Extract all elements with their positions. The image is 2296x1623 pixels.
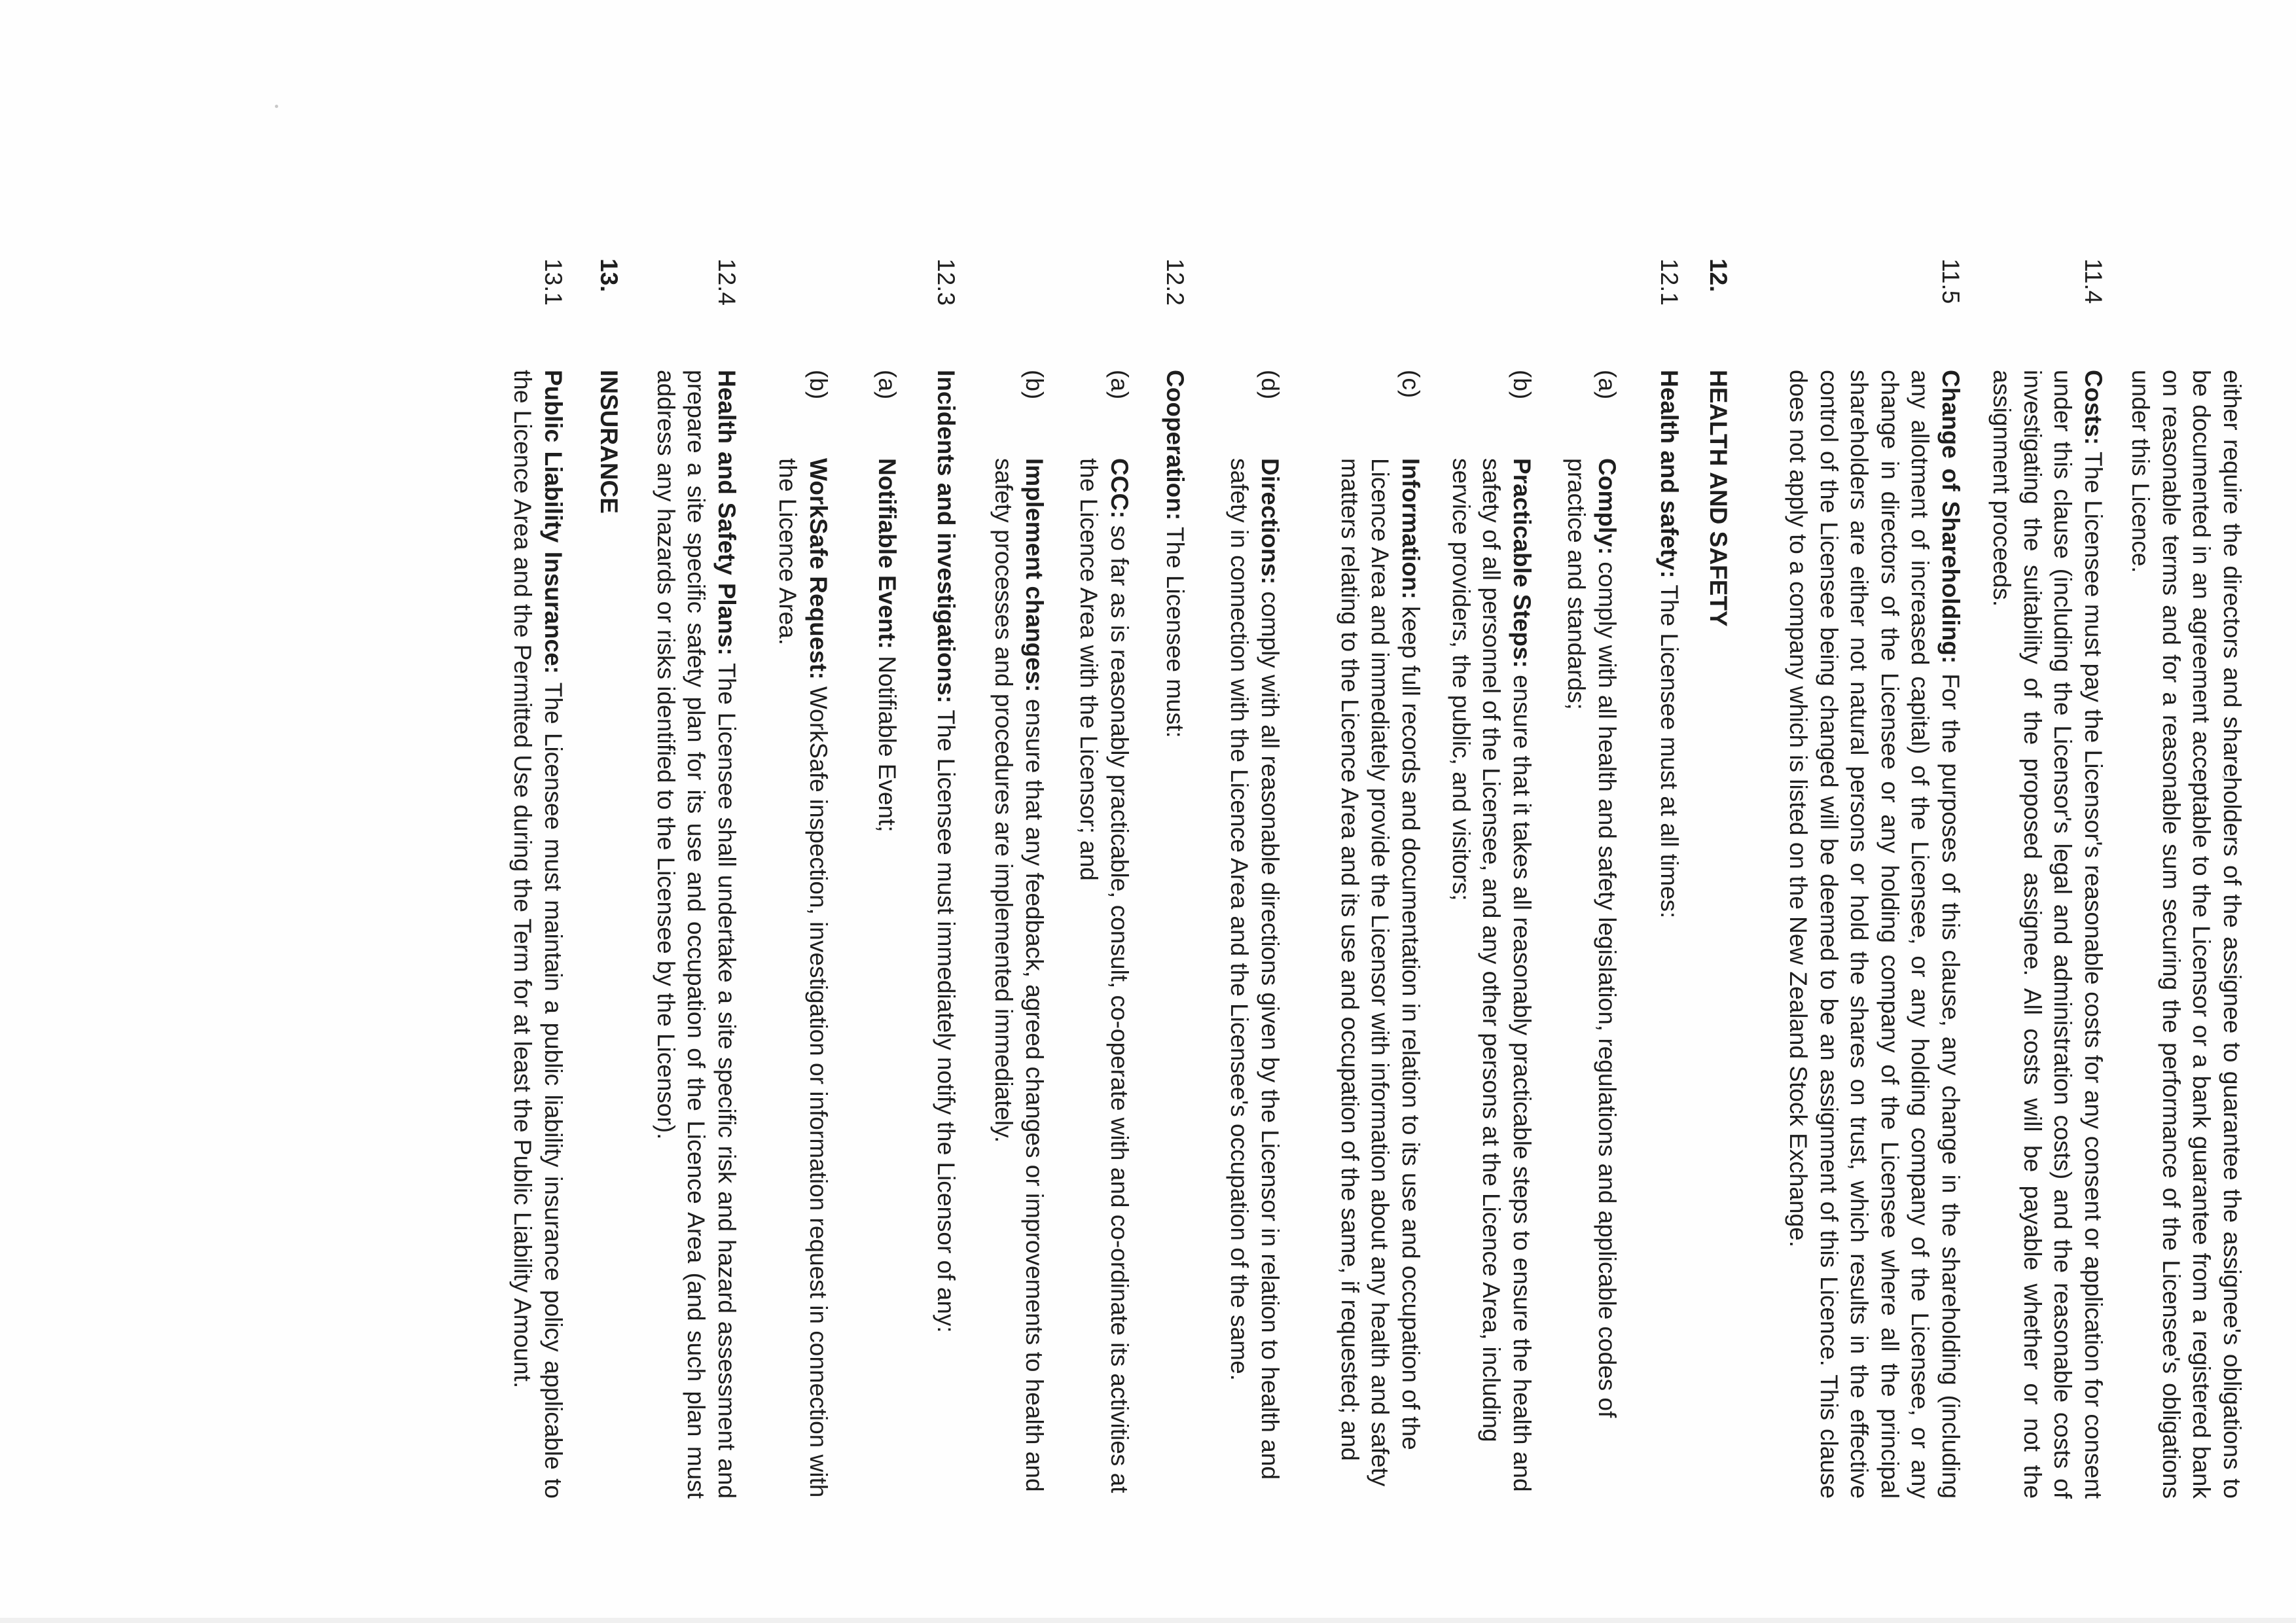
section-title: INSURANCE	[596, 370, 622, 514]
item-heading: Information:	[1397, 458, 1424, 599]
clause-text: The Licensee must at all times:	[1656, 584, 1683, 919]
list-item	[1335, 458, 1426, 1499]
item-heading: Practicable Steps:	[1509, 458, 1535, 668]
list-item	[1561, 458, 1622, 1499]
clause-heading: Health and Safety Plans:	[713, 370, 740, 656]
clause-number: 12.4	[713, 259, 740, 306]
list-item	[872, 458, 903, 1499]
item-heading: Notifiable Event:	[874, 458, 901, 649]
item-text: ensure that it takes all reasonably practicable steps to ensure the health and safety of all personnel of the Licensee, and any other persons at the Licence Area, including service providers, the public, and visitors;	[1448, 458, 1535, 1492]
item-text: WorkSafe inspection, investigation or information request in connection with the Licence Area.	[774, 458, 832, 1498]
clause-text: For the purposes of this clause, any change in the shareholding (including any allotment of increased capital) of the Licensee, or any holding company of the Licensee, or any change in directors of the Licensee or any holding company of the Licensee where all the principal shareholders are either not natural persons or hold the shares on trust, which results in the effective control of the Licensee being changed will be deemed to be an assignment of this Licence. This clause does not apply to a company which is listed on the New Zealand Stock Exchange.	[1785, 370, 1964, 1499]
clause-text: The Licensee must maintain a public liability insurance policy applicable to the Licence Area and the Permitted Use during the Term for at least the Public Liability Amount.	[509, 370, 567, 1499]
item-letter: (a)	[1106, 370, 1133, 400]
clause-11-4	[1986, 370, 2108, 1499]
item-letter: (c)	[1397, 370, 1424, 399]
clause-text: The Licensee must pay the Licensor's reasonable costs for any consent or application for consent under this clause (including the Licensor's legal and administration costs) and the reasonable costs of investigating the suitability of the proposed assignee. All costs will be payable whether or not the assignment proceeds.	[1988, 370, 2107, 1499]
item-heading: Directions:	[1257, 458, 1283, 585]
clause-text: The Licensee shall undertake a site specific risk and hazard assessment and prepare a site specific safety plan for its use and occupation of the Licence Area (and such plan must address any hazards or risks identified to the Licensee by the Licensor).	[653, 370, 740, 1499]
clause-heading: Incidents and investigations:	[933, 370, 960, 704]
item-text: keep full records and documentation in relation to its use and occupation of the Licence Area and immediately provide the Licensor with information about any health and safety matters relating to the Licence Area and its use and occupation of the same, if requested; and	[1336, 458, 1424, 1487]
list-item	[988, 458, 1049, 1499]
list-item	[772, 458, 833, 1499]
item-text: ensure that any feedback, agreed changes or improvements to health and safety processes and procedures are implemented immediately.	[990, 458, 1048, 1492]
item-text: comply with all health and safety legislation, regulations and applicable codes of practice and standards;	[1563, 458, 1621, 1418]
clause-number: 12.3	[933, 259, 960, 306]
section-title: HEALTH AND SAFETY	[1705, 370, 1732, 627]
item-letter: (b)	[805, 370, 832, 400]
clause-text: The Licensee must:	[1162, 526, 1189, 738]
item-heading: Implement changes:	[1021, 458, 1048, 692]
list-item	[1224, 458, 1285, 1499]
item-letter: (b)	[1021, 370, 1048, 400]
clause-heading: Health and safety:	[1656, 370, 1683, 579]
clause-number: 13.1	[540, 259, 567, 306]
item-letter: (d)	[1257, 370, 1283, 400]
clause-12-3	[931, 370, 961, 1499]
item-heading: Comply:	[1594, 458, 1621, 555]
clause-text: The Licensee must immediately notify the Licensor of any:	[933, 709, 960, 1333]
item-letter: (a)	[874, 370, 901, 400]
item-letter: (b)	[1509, 370, 1535, 400]
list-item	[1073, 458, 1134, 1499]
item-heading: WorkSafe Request:	[805, 458, 832, 680]
clause-number: 12.2	[1162, 259, 1189, 306]
section-number: 12.	[1705, 259, 1732, 293]
clause-12-2	[1160, 370, 1191, 1499]
item-letter: (a)	[1594, 370, 1621, 400]
item-text: comply with all reasonable directions given by the Licensor in relation to health and safety in connection with the Licence Area and the Licensee's occupation of the same.	[1226, 458, 1283, 1480]
item-text: Notifiable Event;	[874, 656, 901, 832]
item-text: so far as is reasonably practicable, consult, co-operate with and co-ordinate its activities at the Licence Area with the Licensor; and	[1075, 458, 1133, 1493]
clause-number: 11.4	[2080, 259, 2107, 304]
clause-heading: Cooperation:	[1162, 370, 1189, 521]
section-number: 13.	[596, 259, 622, 293]
list-item	[1446, 458, 1537, 1499]
clause-number: 11.5	[1937, 259, 1964, 304]
clause-11-5	[1783, 370, 1965, 1499]
clause-heading: Change of Shareholding:	[1937, 370, 1964, 664]
clause-12-1	[1654, 370, 1685, 1499]
clause-heading: Costs:	[2080, 370, 2107, 446]
continuation-paragraph: either require the directors and shareholders of the assignee to guarantee the assignee's obligations to be documented in an agreement acceptable to the Licensor or a bank guarantee from a registered bank on reasonable terms and for a reasonable sum securing the performance of the Licensee's obligations under this Licence.	[2127, 370, 2246, 1499]
clause-heading: Public Liability Insurance:	[540, 370, 567, 674]
clause-number: 12.1	[1656, 259, 1683, 306]
item-heading: CCC:	[1106, 458, 1133, 519]
clause-12-4	[651, 370, 742, 1499]
clause-13-1	[507, 370, 568, 1499]
